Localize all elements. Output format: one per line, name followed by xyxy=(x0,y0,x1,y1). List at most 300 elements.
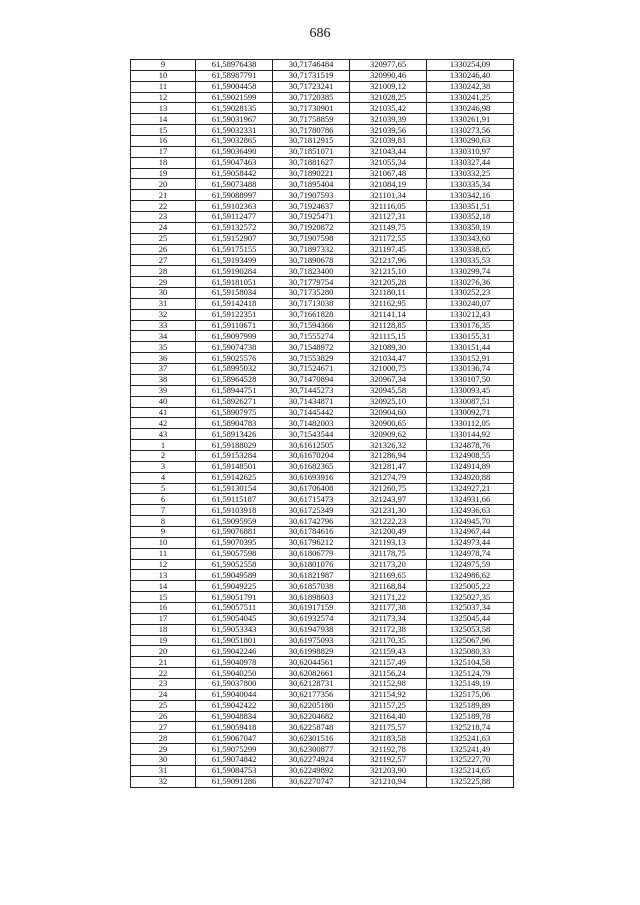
point-number-cell: 23 xyxy=(131,678,196,689)
x-coordinate-cell: 321039,81 xyxy=(350,136,427,147)
y-coordinate-cell: 1330351,51 xyxy=(427,201,514,212)
latitude-cell: 61,59095959 xyxy=(196,516,273,527)
point-number-cell: 14 xyxy=(131,581,196,592)
table-row xyxy=(131,331,514,342)
x-coordinate-cell: 321035,42 xyxy=(350,103,427,114)
longitude-cell: 30,71890221 xyxy=(273,168,350,179)
point-number-cell: 27 xyxy=(131,722,196,733)
table-row xyxy=(131,559,514,570)
point-number-cell: 17 xyxy=(131,146,196,157)
latitude-cell: 61,59132572 xyxy=(196,222,273,233)
longitude-cell: 30,71920872 xyxy=(273,222,350,233)
x-coordinate-cell: 321231,30 xyxy=(350,505,427,516)
x-coordinate-cell: 321067,48 xyxy=(350,168,427,179)
table-row xyxy=(131,146,514,157)
point-number-cell: 25 xyxy=(131,700,196,711)
longitude-cell: 30,61975093 xyxy=(273,635,350,646)
table-row xyxy=(131,81,514,92)
y-coordinate-cell: 1324920,88 xyxy=(427,472,514,483)
latitude-cell: 61,59058442 xyxy=(196,168,273,179)
table-row xyxy=(131,505,514,516)
latitude-cell: 61,59130154 xyxy=(196,483,273,494)
x-coordinate-cell: 321168,84 xyxy=(350,581,427,592)
latitude-cell: 61,59153284 xyxy=(196,450,273,461)
y-coordinate-cell: 1325045,44 xyxy=(427,613,514,624)
table-row xyxy=(131,255,514,266)
table-row xyxy=(131,581,514,592)
y-coordinate-cell: 1325067,96 xyxy=(427,635,514,646)
point-number-cell: 22 xyxy=(131,201,196,212)
point-number-cell: 20 xyxy=(131,646,196,657)
point-number-cell: 31 xyxy=(131,765,196,776)
latitude-cell: 61,59031967 xyxy=(196,114,273,125)
point-number-cell: 42 xyxy=(131,418,196,429)
latitude-cell: 61,59148501 xyxy=(196,461,273,472)
latitude-cell: 61,59110671 xyxy=(196,320,273,331)
table-row xyxy=(131,472,514,483)
table-row xyxy=(131,136,514,147)
x-coordinate-cell: 321260,75 xyxy=(350,483,427,494)
latitude-cell: 61,59112477 xyxy=(196,212,273,223)
y-coordinate-cell: 1330107,50 xyxy=(427,374,514,385)
x-coordinate-cell: 320945,58 xyxy=(350,385,427,396)
point-number-cell: 27 xyxy=(131,255,196,266)
table-row xyxy=(131,722,514,733)
latitude-cell: 61,59049589 xyxy=(196,570,273,581)
latitude-cell: 61,59115187 xyxy=(196,494,273,505)
x-coordinate-cell: 321157,25 xyxy=(350,700,427,711)
x-coordinate-cell: 321009,12 xyxy=(350,81,427,92)
table-row xyxy=(131,114,514,125)
table-row xyxy=(131,179,514,190)
latitude-cell: 61,59084753 xyxy=(196,765,273,776)
point-number-cell: 38 xyxy=(131,374,196,385)
y-coordinate-cell: 1325214,65 xyxy=(427,765,514,776)
x-coordinate-cell: 321157,49 xyxy=(350,657,427,668)
latitude-cell: 61,59052558 xyxy=(196,559,273,570)
longitude-cell: 30,71758859 xyxy=(273,114,350,125)
x-coordinate-cell: 320900,65 xyxy=(350,418,427,429)
y-coordinate-cell: 1330342,16 xyxy=(427,190,514,201)
latitude-cell: 61,59088997 xyxy=(196,190,273,201)
table-row xyxy=(131,744,514,755)
longitude-cell: 30,61801076 xyxy=(273,559,350,570)
y-coordinate-cell: 1330273,56 xyxy=(427,125,514,136)
table-row xyxy=(131,92,514,103)
table-row xyxy=(131,602,514,613)
latitude-cell: 61,59042246 xyxy=(196,646,273,657)
x-coordinate-cell: 321141,14 xyxy=(350,309,427,320)
point-number-cell: 15 xyxy=(131,592,196,603)
latitude-cell: 61,59122351 xyxy=(196,309,273,320)
longitude-cell: 30,62128731 xyxy=(273,678,350,689)
x-coordinate-cell: 321193,13 xyxy=(350,537,427,548)
y-coordinate-cell: 1325227,70 xyxy=(427,755,514,766)
point-number-cell: 32 xyxy=(131,776,196,787)
longitude-cell: 30,62249892 xyxy=(273,765,350,776)
longitude-cell: 30,62082661 xyxy=(273,668,350,679)
latitude-cell: 61,59193499 xyxy=(196,255,273,266)
longitude-cell: 30,71661828 xyxy=(273,309,350,320)
point-number-cell: 24 xyxy=(131,222,196,233)
x-coordinate-cell: 321116,05 xyxy=(350,201,427,212)
longitude-cell: 30,61612505 xyxy=(273,440,350,451)
table-row xyxy=(131,201,514,212)
table-row xyxy=(131,592,514,603)
y-coordinate-cell: 1330276,36 xyxy=(427,277,514,288)
latitude-cell: 61,59054045 xyxy=(196,613,273,624)
table-row xyxy=(131,646,514,657)
table-row xyxy=(131,396,514,407)
longitude-cell: 30,61693916 xyxy=(273,472,350,483)
x-coordinate-cell: 321281,47 xyxy=(350,461,427,472)
latitude-cell: 61,59040044 xyxy=(196,689,273,700)
y-coordinate-cell: 1325124,79 xyxy=(427,668,514,679)
y-coordinate-cell: 1330332,25 xyxy=(427,168,514,179)
table-row xyxy=(131,776,514,787)
latitude-cell: 61,59091286 xyxy=(196,776,273,787)
table-row xyxy=(131,353,514,364)
point-number-cell: 29 xyxy=(131,277,196,288)
x-coordinate-cell: 321222,23 xyxy=(350,516,427,527)
table-row xyxy=(131,440,514,451)
longitude-cell: 30,61898603 xyxy=(273,592,350,603)
y-coordinate-cell: 1325053,58 xyxy=(427,624,514,635)
table-row xyxy=(131,765,514,776)
table-row xyxy=(131,70,514,81)
y-coordinate-cell: 1325175,06 xyxy=(427,689,514,700)
table-row xyxy=(131,461,514,472)
x-coordinate-cell: 321043,44 xyxy=(350,146,427,157)
y-coordinate-cell: 1330327,44 xyxy=(427,157,514,168)
latitude-cell: 61,59142625 xyxy=(196,472,273,483)
x-coordinate-cell: 321205,28 xyxy=(350,277,427,288)
x-coordinate-cell: 321217,96 xyxy=(350,255,427,266)
x-coordinate-cell: 321173,20 xyxy=(350,559,427,570)
longitude-cell: 30,71895404 xyxy=(273,179,350,190)
x-coordinate-cell: 321171,22 xyxy=(350,592,427,603)
point-number-cell: 25 xyxy=(131,233,196,244)
table-row xyxy=(131,635,514,646)
latitude-cell: 61,59059418 xyxy=(196,722,273,733)
point-number-cell: 30 xyxy=(131,755,196,766)
y-coordinate-cell: 1330241,25 xyxy=(427,92,514,103)
y-coordinate-cell: 1330343,60 xyxy=(427,233,514,244)
latitude-cell: 61,59040978 xyxy=(196,657,273,668)
longitude-cell: 30,71746484 xyxy=(273,60,350,71)
table-row xyxy=(131,266,514,277)
latitude-cell: 61,59102363 xyxy=(196,201,273,212)
y-coordinate-cell: 1324878,76 xyxy=(427,440,514,451)
longitude-cell: 30,71594366 xyxy=(273,320,350,331)
longitude-cell: 30,71823400 xyxy=(273,266,350,277)
point-number-cell: 11 xyxy=(131,548,196,559)
x-coordinate-cell: 321000,75 xyxy=(350,364,427,375)
longitude-cell: 30,61784616 xyxy=(273,526,350,537)
x-coordinate-cell: 321127,31 xyxy=(350,212,427,223)
x-coordinate-cell: 321173,34 xyxy=(350,613,427,624)
x-coordinate-cell: 321203,90 xyxy=(350,765,427,776)
y-coordinate-cell: 1324931,66 xyxy=(427,494,514,505)
table-row xyxy=(131,711,514,722)
y-coordinate-cell: 1325241,49 xyxy=(427,744,514,755)
latitude-cell: 61,58907975 xyxy=(196,407,273,418)
latitude-cell: 61,59158034 xyxy=(196,288,273,299)
x-coordinate-cell: 321192,57 xyxy=(350,755,427,766)
point-number-cell: 6 xyxy=(131,494,196,505)
table-row xyxy=(131,418,514,429)
point-number-cell: 2 xyxy=(131,450,196,461)
table-row xyxy=(131,309,514,320)
y-coordinate-cell: 1330352,18 xyxy=(427,212,514,223)
y-coordinate-cell: 1330242,38 xyxy=(427,81,514,92)
y-coordinate-cell: 1330299,74 xyxy=(427,266,514,277)
table-row xyxy=(131,233,514,244)
longitude-cell: 30,71779754 xyxy=(273,277,350,288)
latitude-cell: 61,59051801 xyxy=(196,635,273,646)
x-coordinate-cell: 321154,92 xyxy=(350,689,427,700)
latitude-cell: 61,59181051 xyxy=(196,277,273,288)
point-number-cell: 40 xyxy=(131,396,196,407)
table-row xyxy=(131,613,514,624)
y-coordinate-cell: 1330152,91 xyxy=(427,353,514,364)
longitude-cell: 30,71924637 xyxy=(273,201,350,212)
point-number-cell: 19 xyxy=(131,635,196,646)
y-coordinate-cell: 1330335,53 xyxy=(427,255,514,266)
coordinates-table xyxy=(130,59,514,788)
latitude-cell: 61,59076881 xyxy=(196,526,273,537)
point-number-cell: 13 xyxy=(131,103,196,114)
longitude-cell: 30,62204682 xyxy=(273,711,350,722)
latitude-cell: 61,59036490 xyxy=(196,146,273,157)
y-coordinate-cell: 1325241,63 xyxy=(427,733,514,744)
point-number-cell: 21 xyxy=(131,190,196,201)
latitude-cell: 61,59028135 xyxy=(196,103,273,114)
x-coordinate-cell: 321326,32 xyxy=(350,440,427,451)
y-coordinate-cell: 1330144,92 xyxy=(427,429,514,440)
point-number-cell: 16 xyxy=(131,136,196,147)
point-number-cell: 4 xyxy=(131,472,196,483)
longitude-cell: 30,62258748 xyxy=(273,722,350,733)
latitude-cell: 61,58987791 xyxy=(196,70,273,81)
latitude-cell: 61,59051791 xyxy=(196,592,273,603)
x-coordinate-cell: 321175,57 xyxy=(350,722,427,733)
latitude-cell: 61,59074738 xyxy=(196,342,273,353)
point-number-cell: 8 xyxy=(131,516,196,527)
x-coordinate-cell: 321169,65 xyxy=(350,570,427,581)
point-number-cell: 5 xyxy=(131,483,196,494)
table-row xyxy=(131,385,514,396)
y-coordinate-cell: 1325149,19 xyxy=(427,678,514,689)
longitude-cell: 30,61821987 xyxy=(273,570,350,581)
longitude-cell: 30,71907598 xyxy=(273,233,350,244)
x-coordinate-cell: 321089,30 xyxy=(350,342,427,353)
x-coordinate-cell: 321115,15 xyxy=(350,331,427,342)
point-number-cell: 17 xyxy=(131,613,196,624)
longitude-cell: 30,61857038 xyxy=(273,581,350,592)
x-coordinate-cell: 321180,11 xyxy=(350,288,427,299)
longitude-cell: 30,71897332 xyxy=(273,244,350,255)
y-coordinate-cell: 1324945,70 xyxy=(427,516,514,527)
longitude-cell: 30,62301516 xyxy=(273,733,350,744)
longitude-cell: 30,71907593 xyxy=(273,190,350,201)
point-number-cell: 10 xyxy=(131,537,196,548)
longitude-cell: 30,61742796 xyxy=(273,516,350,527)
x-coordinate-cell: 321197,45 xyxy=(350,244,427,255)
table-row xyxy=(131,570,514,581)
point-number-cell: 37 xyxy=(131,364,196,375)
y-coordinate-cell: 1330254,09 xyxy=(427,60,514,71)
latitude-cell: 61,59040250 xyxy=(196,668,273,679)
latitude-cell: 61,59025576 xyxy=(196,353,273,364)
point-number-cell: 14 xyxy=(131,114,196,125)
x-coordinate-cell: 321172,38 xyxy=(350,624,427,635)
latitude-cell: 61,58913426 xyxy=(196,429,273,440)
latitude-cell: 61,59152907 xyxy=(196,233,273,244)
point-number-cell: 3 xyxy=(131,461,196,472)
table-row xyxy=(131,60,514,71)
y-coordinate-cell: 1330176,35 xyxy=(427,320,514,331)
y-coordinate-cell: 1324975,59 xyxy=(427,559,514,570)
x-coordinate-cell: 320904,60 xyxy=(350,407,427,418)
table-row xyxy=(131,450,514,461)
y-coordinate-cell: 1330310,97 xyxy=(427,146,514,157)
x-coordinate-cell: 321274,79 xyxy=(350,472,427,483)
x-coordinate-cell: 321178,75 xyxy=(350,548,427,559)
y-coordinate-cell: 1330087,51 xyxy=(427,396,514,407)
point-number-cell: 34 xyxy=(131,331,196,342)
y-coordinate-cell: 1324978,74 xyxy=(427,548,514,559)
longitude-cell: 30,61806779 xyxy=(273,548,350,559)
latitude-cell: 61,59057598 xyxy=(196,548,273,559)
table-row xyxy=(131,277,514,288)
x-coordinate-cell: 321192,78 xyxy=(350,744,427,755)
longitude-cell: 30,71881627 xyxy=(273,157,350,168)
latitude-cell: 61,59053343 xyxy=(196,624,273,635)
x-coordinate-cell: 321286,94 xyxy=(350,450,427,461)
longitude-cell: 30,71812915 xyxy=(273,136,350,147)
latitude-cell: 61,59004458 xyxy=(196,81,273,92)
longitude-cell: 30,71851071 xyxy=(273,146,350,157)
longitude-cell: 30,71780786 xyxy=(273,125,350,136)
point-number-cell: 20 xyxy=(131,179,196,190)
latitude-cell: 61,58976438 xyxy=(196,60,273,71)
y-coordinate-cell: 1330155,31 xyxy=(427,331,514,342)
latitude-cell: 61,59042422 xyxy=(196,700,273,711)
longitude-cell: 30,71445273 xyxy=(273,385,350,396)
latitude-cell: 61,59067047 xyxy=(196,733,273,744)
coordinates-table-body xyxy=(131,60,514,788)
point-number-cell: 19 xyxy=(131,168,196,179)
table-row xyxy=(131,678,514,689)
y-coordinate-cell: 1324967,44 xyxy=(427,526,514,537)
x-coordinate-cell: 320990,46 xyxy=(350,70,427,81)
table-row xyxy=(131,190,514,201)
longitude-cell: 30,61932574 xyxy=(273,613,350,624)
longitude-cell: 30,71890678 xyxy=(273,255,350,266)
table-row xyxy=(131,689,514,700)
point-number-cell: 7 xyxy=(131,505,196,516)
point-number-cell: 31 xyxy=(131,298,196,309)
point-number-cell: 9 xyxy=(131,526,196,537)
y-coordinate-cell: 1330093,45 xyxy=(427,385,514,396)
point-number-cell: 24 xyxy=(131,689,196,700)
point-number-cell: 33 xyxy=(131,320,196,331)
y-coordinate-cell: 1325189,78 xyxy=(427,711,514,722)
y-coordinate-cell: 1330261,91 xyxy=(427,114,514,125)
longitude-cell: 30,71470894 xyxy=(273,374,350,385)
x-coordinate-cell: 321200,49 xyxy=(350,526,427,537)
y-coordinate-cell: 1325037,34 xyxy=(427,602,514,613)
longitude-cell: 30,62205180 xyxy=(273,700,350,711)
longitude-cell: 30,71713038 xyxy=(273,298,350,309)
longitude-cell: 30,62270747 xyxy=(273,776,350,787)
point-number-cell: 32 xyxy=(131,309,196,320)
point-number-cell: 12 xyxy=(131,92,196,103)
table-row xyxy=(131,342,514,353)
x-coordinate-cell: 321055,34 xyxy=(350,157,427,168)
point-number-cell: 11 xyxy=(131,81,196,92)
latitude-cell: 61,59021599 xyxy=(196,92,273,103)
x-coordinate-cell: 321152,98 xyxy=(350,678,427,689)
table-row xyxy=(131,212,514,223)
table-row xyxy=(131,168,514,179)
point-number-cell: 30 xyxy=(131,288,196,299)
point-number-cell: 43 xyxy=(131,429,196,440)
latitude-cell: 61,59047463 xyxy=(196,157,273,168)
longitude-cell: 30,71925471 xyxy=(273,212,350,223)
point-number-cell: 41 xyxy=(131,407,196,418)
table-row xyxy=(131,548,514,559)
x-coordinate-cell: 321210,94 xyxy=(350,776,427,787)
point-number-cell: 26 xyxy=(131,244,196,255)
point-number-cell: 28 xyxy=(131,733,196,744)
latitude-cell: 61,59103918 xyxy=(196,505,273,516)
latitude-cell: 61,59097999 xyxy=(196,331,273,342)
x-coordinate-cell: 321034,47 xyxy=(350,353,427,364)
point-number-cell: 28 xyxy=(131,266,196,277)
latitude-cell: 61,59074842 xyxy=(196,755,273,766)
x-coordinate-cell: 321149,75 xyxy=(350,222,427,233)
page-number: 686 xyxy=(309,26,331,41)
table-row xyxy=(131,222,514,233)
point-number-cell: 18 xyxy=(131,157,196,168)
y-coordinate-cell: 1324973,44 xyxy=(427,537,514,548)
y-coordinate-cell: 1330212,43 xyxy=(427,309,514,320)
y-coordinate-cell: 1325104,58 xyxy=(427,657,514,668)
y-coordinate-cell: 1324986,62 xyxy=(427,570,514,581)
longitude-cell: 30,62177356 xyxy=(273,689,350,700)
point-number-cell: 16 xyxy=(131,602,196,613)
longitude-cell: 30,71730901 xyxy=(273,103,350,114)
x-coordinate-cell: 321156,24 xyxy=(350,668,427,679)
table-row xyxy=(131,733,514,744)
y-coordinate-cell: 1330240,07 xyxy=(427,298,514,309)
table-row xyxy=(131,526,514,537)
table-row xyxy=(131,624,514,635)
latitude-cell: 61,58995032 xyxy=(196,364,273,375)
table-row xyxy=(131,320,514,331)
point-number-cell: 12 xyxy=(131,559,196,570)
y-coordinate-cell: 1330252,23 xyxy=(427,288,514,299)
y-coordinate-cell: 1325225,88 xyxy=(427,776,514,787)
latitude-cell: 61,59048834 xyxy=(196,711,273,722)
point-number-cell: 9 xyxy=(131,60,196,71)
table-row xyxy=(131,537,514,548)
table-row xyxy=(131,244,514,255)
table-row xyxy=(131,516,514,527)
table-row xyxy=(131,668,514,679)
